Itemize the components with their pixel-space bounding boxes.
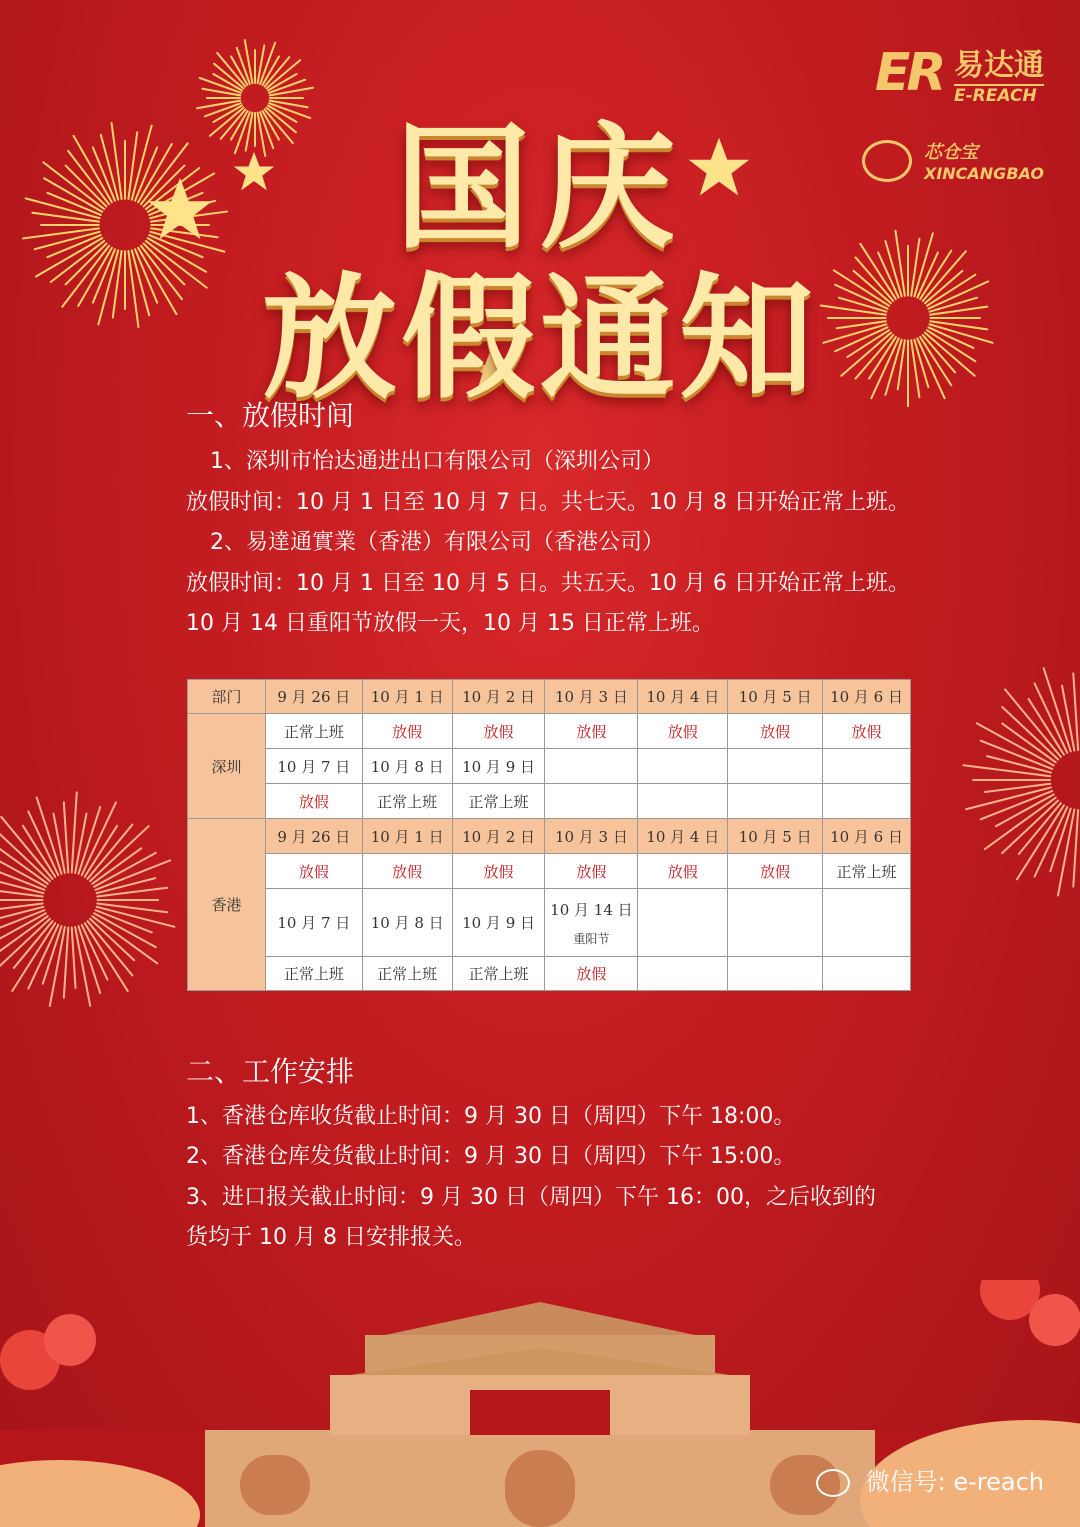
table-row bbox=[188, 714, 911, 749]
section1-line: 1、深圳市怡达通进出口有限公司（深圳公司） bbox=[210, 449, 664, 474]
table-header-cell: 10 月 3 日 bbox=[545, 680, 638, 714]
table-cell: 放假 bbox=[545, 714, 638, 749]
table-cell bbox=[638, 749, 728, 784]
section1-line: 10 月 14 日重阳节放假一天，10 月 15 日正常上班。 bbox=[186, 611, 714, 636]
table-row bbox=[188, 854, 911, 889]
table-cell bbox=[823, 957, 911, 991]
table-header-cell: 10 月 4 日 bbox=[638, 680, 728, 714]
table-row bbox=[188, 784, 911, 819]
table-cell: 放假 bbox=[728, 854, 823, 889]
table-cell: 10 月 8 日 bbox=[362, 749, 452, 784]
firework-ray bbox=[245, 40, 253, 83]
dept-shenzhen: 深圳 bbox=[188, 714, 266, 819]
cell-date: 10 月 14 日 bbox=[550, 900, 633, 919]
section1-line: 2、易達通實業（香港）有限公司（香港公司） bbox=[210, 530, 664, 555]
firework-ray bbox=[97, 907, 175, 927]
table-cell bbox=[638, 784, 728, 819]
xincangbao-cn-name: 芯仓宝 bbox=[923, 142, 978, 163]
table-cell: 10 月 8 日 bbox=[362, 889, 452, 957]
xincangbao-en-name: XINCANGBAO bbox=[923, 164, 1044, 183]
table-cell: 正常上班 bbox=[265, 714, 362, 749]
table-row bbox=[188, 819, 911, 854]
table-cell: 正常上班 bbox=[452, 784, 545, 819]
table-cell: 10 月 9 日 bbox=[452, 889, 545, 957]
firework-ray bbox=[1073, 810, 1078, 887]
firework-ray bbox=[966, 787, 1051, 809]
table-header-cell: 10 月 6 日 bbox=[823, 680, 911, 714]
firework-ray bbox=[72, 927, 76, 987]
table-cell: 9 月 26 日 bbox=[265, 819, 362, 854]
table-cell: 放假 bbox=[265, 784, 362, 819]
firework-ray bbox=[64, 927, 68, 997]
table-cell bbox=[823, 889, 911, 957]
wechat-label: 微信号: e-reach bbox=[865, 1468, 1044, 1496]
section1-line: 放假时间：10 月 1 日至 10 月 7 日。共七天。10 月 8 日开始正常上班。 bbox=[186, 490, 910, 515]
section2-line: 1、香港仓库收货截止时间：9 月 30 日（周四）下午 18:00。 bbox=[186, 1104, 796, 1129]
dept-hongkong: 香港 bbox=[188, 819, 266, 991]
firework-icon bbox=[960, 660, 1080, 900]
table-row bbox=[188, 889, 911, 957]
table-cell: 放假 bbox=[452, 714, 545, 749]
table-cell: 放假 bbox=[545, 854, 638, 889]
section2-line: 货均于 10 月 8 日安排报关。 bbox=[186, 1225, 476, 1250]
table-cell: 10 月 6 日 bbox=[823, 819, 911, 854]
table-cell bbox=[638, 889, 728, 957]
ereach-cn-name: 易达通 bbox=[954, 48, 1044, 83]
table-cell bbox=[728, 749, 823, 784]
firework-ray bbox=[963, 765, 1050, 776]
table-header-cell: 9 月 26 日 bbox=[265, 680, 362, 714]
table-cell: 放假 bbox=[362, 714, 452, 749]
table-row bbox=[188, 957, 911, 991]
table-cell bbox=[545, 784, 638, 819]
table-cell bbox=[823, 784, 911, 819]
table-cell: 正常上班 bbox=[823, 854, 911, 889]
table-header-cell: 10 月 5 日 bbox=[728, 680, 823, 714]
table-cell bbox=[823, 749, 911, 784]
table-cell: 10 月 2 日 bbox=[452, 819, 545, 854]
table-header-cell: 部门 bbox=[188, 680, 266, 714]
table-row bbox=[188, 749, 911, 784]
table-cell bbox=[545, 749, 638, 784]
table-cell: 放假 bbox=[638, 714, 728, 749]
firework-ray bbox=[97, 888, 167, 897]
table-cell: 放假 bbox=[545, 957, 638, 991]
table-cell bbox=[728, 957, 823, 991]
table-cell: 正常上班 bbox=[452, 957, 545, 991]
table-cell bbox=[728, 784, 823, 819]
wechat-id bbox=[816, 1462, 1044, 1497]
firework-ray bbox=[97, 903, 167, 912]
firework-ray bbox=[64, 802, 68, 872]
title-line-1: 国庆 bbox=[395, 108, 685, 267]
cell-note-chongyang: 重阳节 bbox=[573, 931, 610, 946]
firework-ray bbox=[1073, 673, 1078, 750]
section-heading-work: 二、工作安排 bbox=[186, 1055, 355, 1088]
table-cell: 10 月 3 日 bbox=[545, 819, 638, 854]
table-header-cell: 10 月 1 日 bbox=[362, 680, 452, 714]
title-line-2: 放假通知 bbox=[262, 258, 818, 417]
firework-ray bbox=[72, 792, 77, 872]
table-cell: 10 月 4 日 bbox=[638, 819, 728, 854]
ereach-mark: ER bbox=[874, 43, 943, 103]
table-row bbox=[188, 680, 911, 714]
table-cell bbox=[728, 889, 823, 957]
table-cell: 正常上班 bbox=[265, 957, 362, 991]
table-header-cell: 10 月 2 日 bbox=[452, 680, 545, 714]
table-cell bbox=[545, 889, 638, 957]
table-cell: 放假 bbox=[362, 854, 452, 889]
table-cell: 放假 bbox=[638, 854, 728, 889]
table-cell: 10 月 5 日 bbox=[728, 819, 823, 854]
table-cell: 放假 bbox=[265, 854, 362, 889]
firework-ray bbox=[90, 919, 134, 960]
table-cell: 10 月 7 日 bbox=[265, 889, 362, 957]
table-cell: 10 月 7 日 bbox=[265, 749, 362, 784]
table-cell: 放假 bbox=[452, 854, 545, 889]
table-cell: 10 月 1 日 bbox=[362, 819, 452, 854]
section-heading-holiday: 一、放假时间 bbox=[186, 399, 355, 432]
section2-line: 2、香港仓库发货截止时间：9 月 30 日（周四）下午 15:00。 bbox=[186, 1144, 796, 1169]
section1-line: 放假时间：10 月 1 日至 10 月 5 日。共五天。10 月 6 日开始正常上班。 bbox=[186, 571, 910, 596]
holiday-schedule-table bbox=[187, 679, 911, 991]
table-cell bbox=[638, 957, 728, 991]
table-cell: 10 月 9 日 bbox=[452, 749, 545, 784]
table-cell: 放假 bbox=[728, 714, 823, 749]
firework-icon bbox=[0, 790, 180, 1010]
ereach-en-name: E-REACH bbox=[954, 84, 1044, 106]
firework-ray bbox=[0, 903, 43, 911]
table-cell: 放假 bbox=[823, 714, 911, 749]
table-cell: 正常上班 bbox=[362, 784, 452, 819]
table-cell: 正常上班 bbox=[362, 957, 452, 991]
section2-line: 3、进口报关截止时间：9 月 30 日（周四）下午 16：00，之后收到的 bbox=[186, 1185, 876, 1210]
wechat-icon bbox=[816, 1469, 850, 1497]
